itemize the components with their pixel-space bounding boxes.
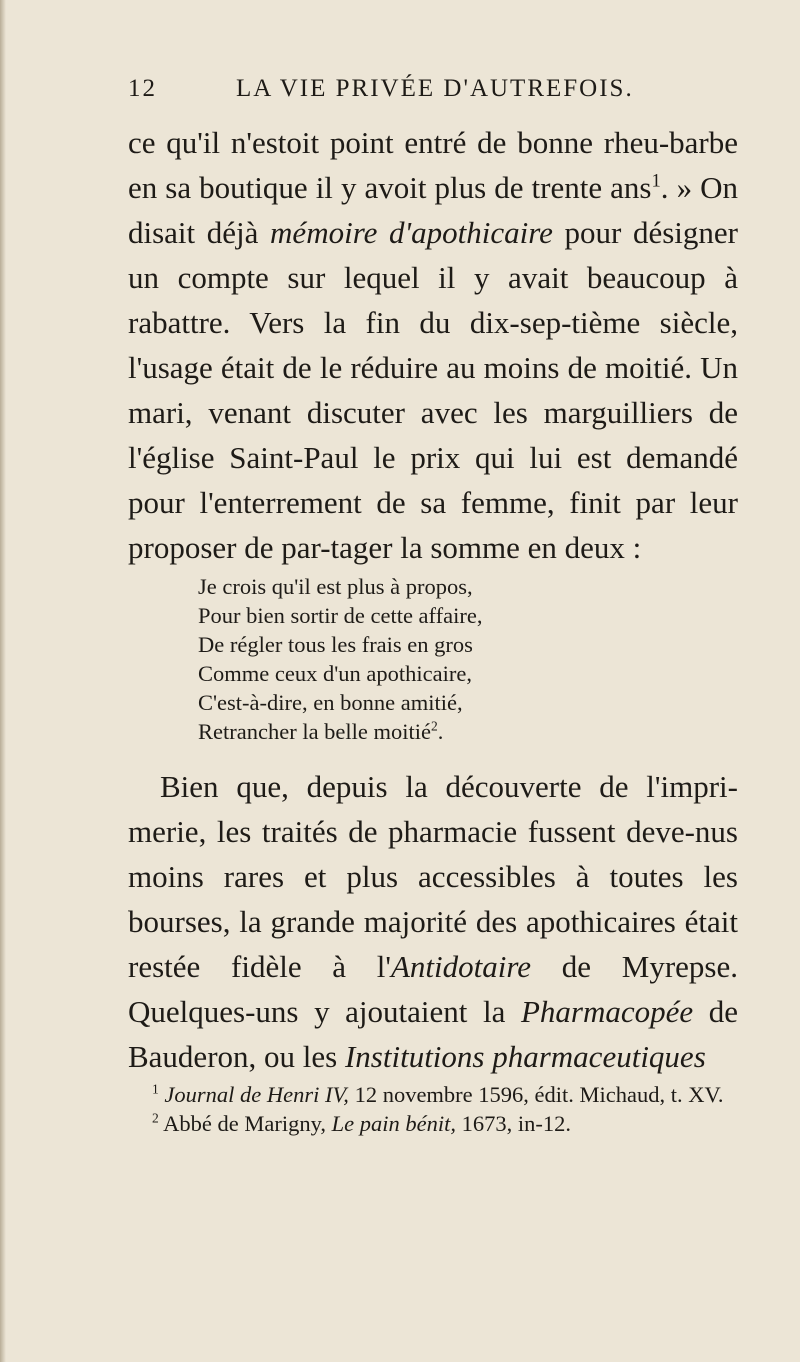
paragraph-2-italic-c: Institutions pharmaceutiques xyxy=(344,1039,706,1074)
page-number: 12 xyxy=(128,75,157,102)
verse-line: C'est-à-dire, en bonne amitié, xyxy=(198,690,463,715)
paragraph-1-text-c: pour désigner un compte sur lequel il y avait beaucoup à rabattre. Vers la fin du dix-sep-tième siècle, l'usage était de le réduire au moins de moitié. Un mari, venant discuter avec les marguilliers de l'église Saint-Paul le prix qui lui est demandé pour l'enterrement de sa femme, finit par leur proposer de par-tager la somme en deux : xyxy=(128,215,738,565)
verse-line: Comme ceux d'un apothicaire, xyxy=(198,661,472,686)
footnote-1-text: 12 novembre 1596, édit. Michaud, t. XV. xyxy=(348,1082,724,1107)
footnote-1 xyxy=(128,1080,738,1109)
paragraph-2 xyxy=(128,764,738,1079)
footnote-2-italic: Le pain bénit, xyxy=(331,1111,457,1136)
paragraph-1-italic: mémoire d'apothicaire xyxy=(270,215,553,250)
paragraph-2-italic-b: Pharmacopée xyxy=(520,994,694,1029)
footnote-1-italic: Journal de Henri IV, xyxy=(164,1082,349,1107)
footnote-1-number: 1 xyxy=(152,1081,159,1097)
footnote-2-text-a: Abbé de Marigny, xyxy=(158,1111,332,1136)
footnotes xyxy=(128,1080,738,1138)
paragraph-1 xyxy=(128,120,738,570)
footnote-ref-2: 2 xyxy=(431,718,438,734)
verse-end-punct: . xyxy=(437,719,444,744)
footnote-2-number: 2 xyxy=(152,1110,159,1126)
footnote-2 xyxy=(128,1109,738,1138)
paragraph-2-text-c: de Bauderon, ou les xyxy=(128,994,738,1074)
verse-quotation xyxy=(198,572,618,746)
paragraph-1-text-b: . » On disait déjà xyxy=(128,170,739,250)
verse-line: Pour bien sortir de cette affaire, xyxy=(198,603,483,628)
paragraph-2-italic-a: Antidotaire xyxy=(391,949,532,984)
verse-line-text: Retrancher la belle moitié xyxy=(198,719,432,744)
footnote-2-text-b: 1673, in-12. xyxy=(456,1111,572,1136)
paragraph-2-text-a: Bien que, depuis la découverte de l'impri-merie, les traités de pharmacie fussent deve-nus moins rares et plus accessibles à toutes les bourses, la grande majorité des apothicaires était restée fidèle à l' xyxy=(128,769,738,984)
running-title: LA VIE PRIVÉE D'AUTREFOIS. xyxy=(236,75,634,102)
verse-line-last xyxy=(198,717,618,746)
paragraph-1-text-a: ce qu'il n'estoit point entré de bonne rheu-barbe en sa boutique il y avoit plus de trente ans xyxy=(128,125,738,205)
footnote-ref-1: 1 xyxy=(651,170,661,192)
verse-line: Je crois qu'il est plus à propos, xyxy=(198,574,473,599)
paragraph-2-text-b: de Myrepse. Quelques-uns y ajoutaient la xyxy=(128,949,738,1029)
verse-line: De régler tous les frais en gros xyxy=(198,632,473,657)
page-edge-shadow xyxy=(0,0,6,1362)
